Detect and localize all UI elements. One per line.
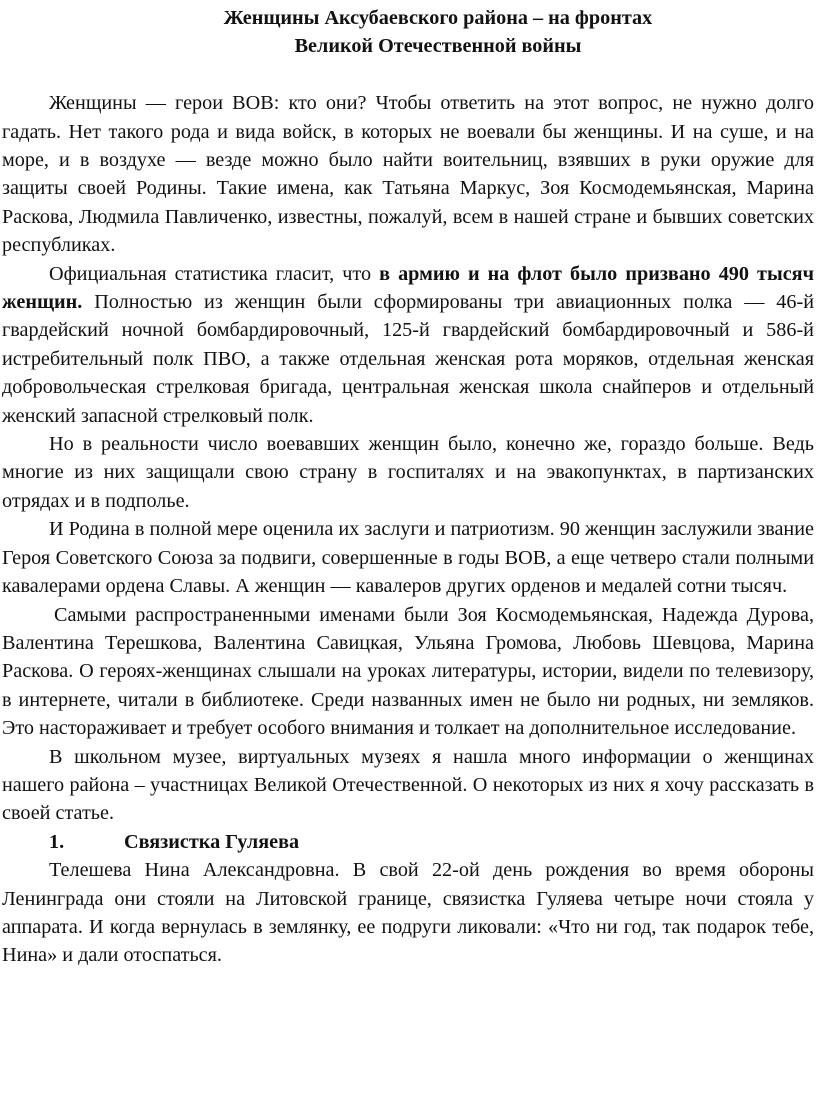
paragraph-5: Самыми распространенными именами были Зоя Космодемьянская, Надежда Дурова, Валентина Терешкова, Валентина Савицкая, Ульяна Громова, Любовь Шевцова, Марина Раскова. О героях-женщинах слышали на уроках литературы, истории, видели по телевизору, в интернете, читали в библиотеке. Среди названных имен не было ни родных, ни земляков. Это настораживает и требует особого внимания и толкает на дополнительное исследование. bbox=[2, 603, 814, 740]
paragraph-7: Телешева Нина Александровна. В свой 22-ой день рождения во время обороны Ленинграда они стояли на Литовской границе, связистка Гуляева четыре ночи стояла у аппарата. И когда вернулась в землянку, ее подруги ликовали: «Что ни год, так подарок тебе, Нина» и дали отоспаться. bbox=[2, 859, 814, 967]
paragraph-3: Но в реальности число воевавших женщин было, конечно же, гораздо больше. Ведь многие из них защищали свою страну в госпиталях и на эвакопунктах, в партизанских отрядах и в подполье. bbox=[2, 433, 814, 512]
section-title: Связистка Гуляева bbox=[124, 830, 300, 853]
paragraph-2-rest: Полностью из женщин были сформированы три авиационных полка — 46-й гвардейский ночной бомбардировочный, 125-й гвардейский бомбардировочный и 586-й истребительный полк ПВО, а также отдельная женская рота моряков, отдельная женская добровольческая стрелковая бригада, центральная женская школа снайперов и отдельный женский запасной стрелковый полк. bbox=[2, 291, 814, 427]
paragraph-2-start: Официальная статистика гласит, что bbox=[49, 262, 380, 285]
paragraph-6: В школьном музее, виртуальных музеях я нашла много информации о женщинах нашего района – участницах Великой Отечественной. О некоторых из них я хочу рассказать в своей статье. bbox=[2, 745, 814, 825]
paragraph-2-bold: в армию и на флот было призвано 490 тысяч женщин. bbox=[2, 262, 814, 314]
title-line-2: Великой Отечественной войны bbox=[294, 35, 582, 58]
blank-line bbox=[2, 61, 814, 89]
title-line-1: Женщины Аксубаевского района – на фронтах bbox=[223, 7, 653, 29]
section-number: 1. bbox=[49, 830, 65, 853]
paragraph-1: Женщины — герои ВОВ: кто они? Чтобы ответить на этот вопрос, не нужно долго гадать. Нет такого рода и вида войск, в которых не воевали бы женщины. И на суше, и на море, и в воздухе — везде можно было найти воительниц, взявших в руки оружие для защиты своей Родины. Такие имена, как Татьяна Маркус, Зоя Космодемьянская, Марина Раскова, Людмила Павличенко, известны, пожалуй, всем в нашей стране и бывших советских республиках. bbox=[2, 92, 814, 257]
page-title bbox=[2, 4, 814, 61]
paragraph-2 bbox=[2, 260, 814, 430]
section-heading-1 bbox=[2, 828, 814, 856]
paragraph-4: И Родина в полной мере оценила их заслуги и патриотизм. 90 женщин заслужили звание Героя Советского Союза за подвиги, совершенные в годы ВОВ, а еще четверо стали полными кавалерами ордена Славы. А женщин — кавалеров других орденов и медалей сотни тысяч. bbox=[2, 518, 814, 598]
